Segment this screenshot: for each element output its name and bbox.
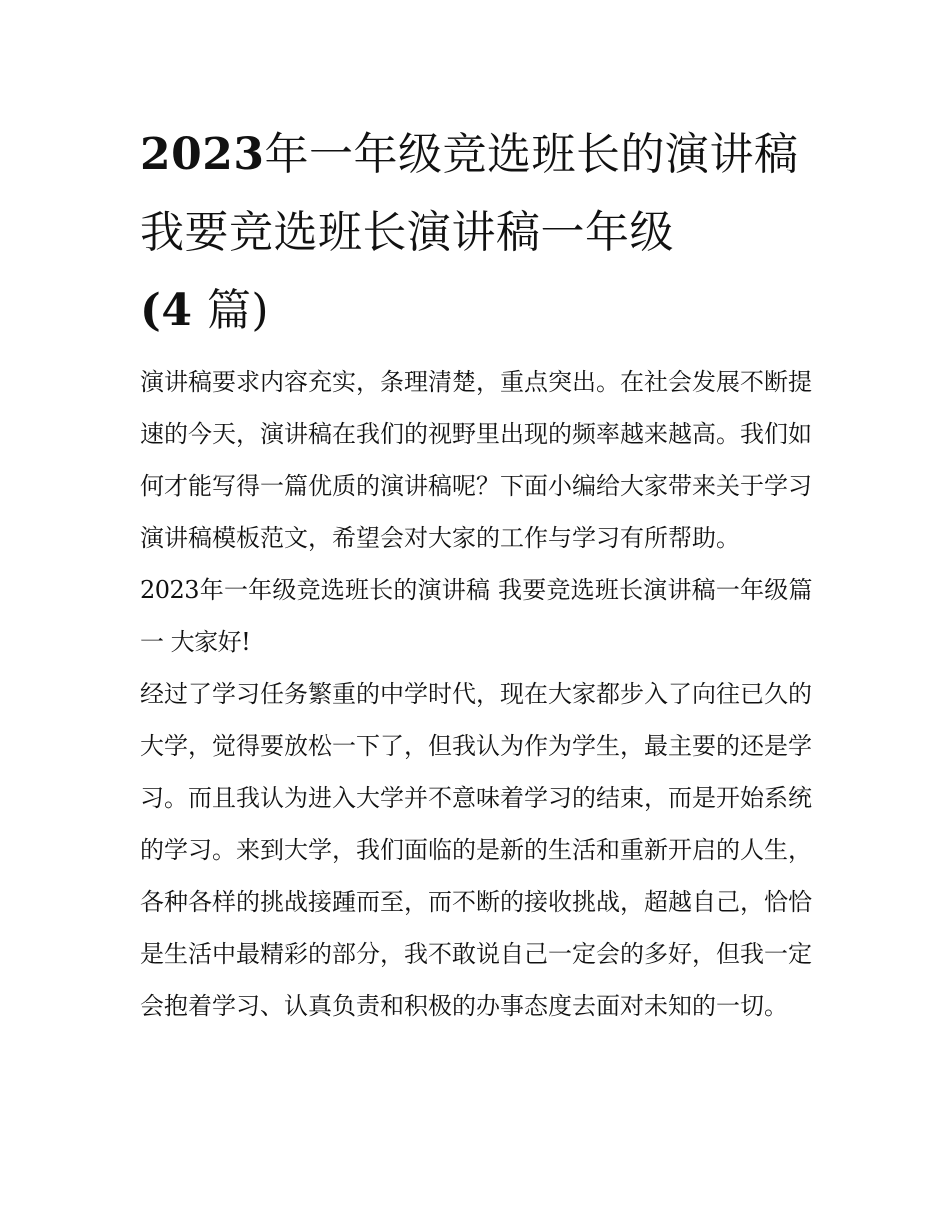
intro-paragraph: 演讲稿要求内容充实，条理清楚，重点突出。在社会发展不断提速的今天，演讲稿在我们的视野里出现的频率越来越高。我们如何才能写得一篇优质的演讲稿呢？下面小编给大家带来关于学习演讲稿模板范文，希望会对大家的工作与学习有所帮助。 <box>140 368 812 552</box>
document-title <box>140 116 812 350</box>
title-count-close: 篇) <box>206 285 270 336</box>
body-paragraph: 经过了学习任务繁重的中学时代，现在大家都步入了向往已久的大学，觉得要放松一下了，但我认为作为学生，最主要的还是学习。而且我认为进入大学并不意味着学习的结束，而是开始系统的学习。来到大学，我们面临的是新的生活和重新开启的人生，各种各样的挑战接踵而至，而不断的接收挑战，超越自己，恰恰是生活中最精彩的部分，我不敢说自己一定会的多好，但我一定会抱着学习、认真负责和积极的办事态度去面对未知的一切。 <box>140 680 812 1020</box>
title-year: 2023 <box>140 129 265 180</box>
title-main: 年一年级竞选班长的演讲稿 我要竞选班长演讲稿一年级 <box>140 129 799 258</box>
document-content <box>140 116 812 1032</box>
section-heading-paragraph: 2023年一年级竞选班长的演讲稿 我要竞选班长演讲稿一年级篇一 大家好! <box>140 576 812 656</box>
title-count-open: (4 <box>140 285 193 336</box>
